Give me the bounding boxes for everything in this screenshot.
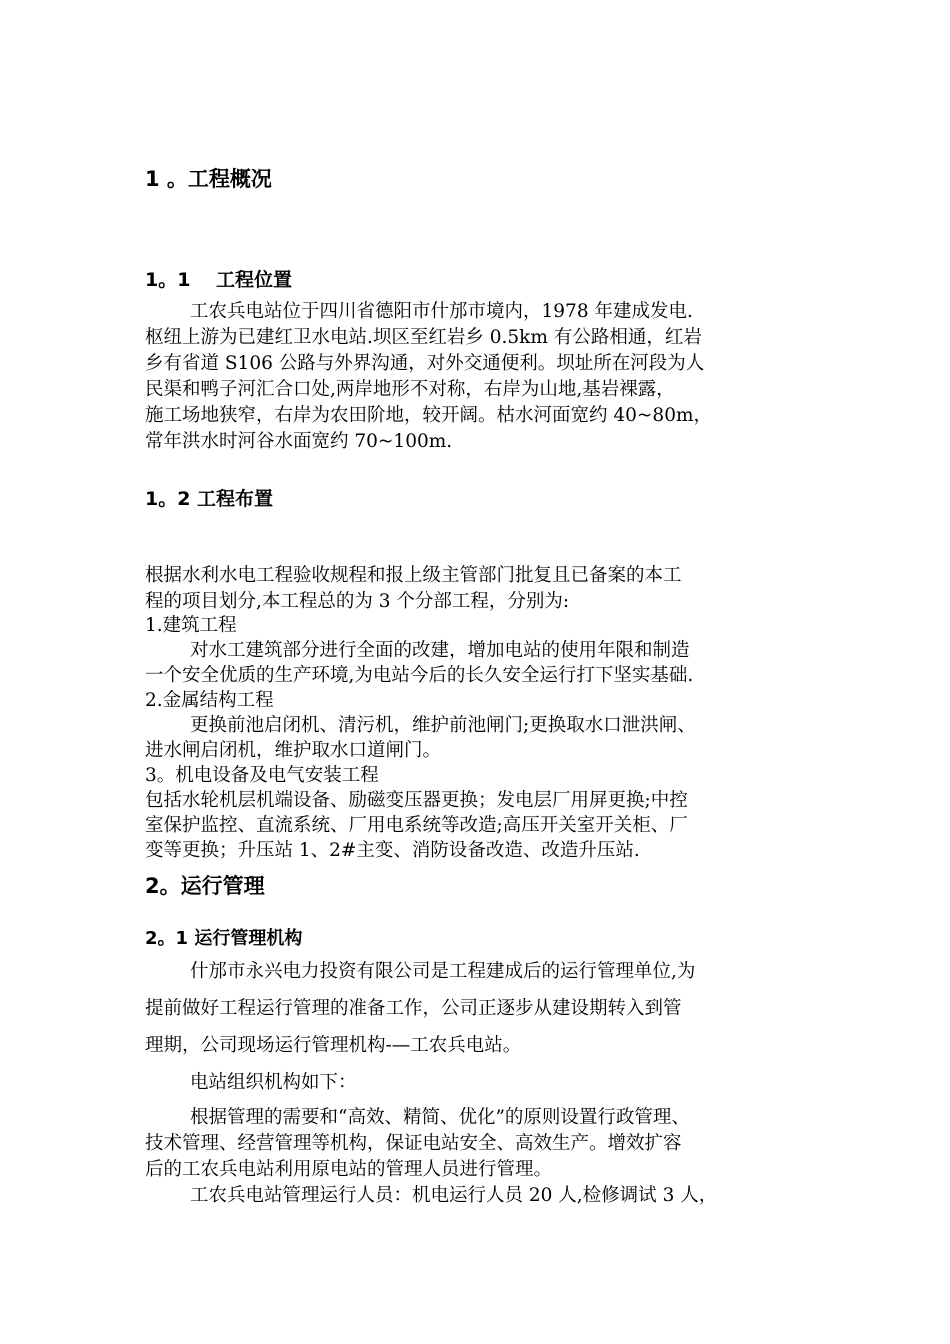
text-line: 工农兵电站管理运行人员：机电运行人员 20 人,检修调试 3 人， — [190, 1185, 718, 1206]
text-line: 技术管理、经营管理等机构，保证电站安全、高效生产。增效扩容 — [145, 1133, 682, 1154]
text-line: 包括水轮机层机端设备、励磁变压器更换；发电层厂用屏更换;中控 — [145, 790, 688, 811]
text-line: 常年洪水时河谷水面宽约 70~100m. — [145, 431, 453, 452]
heading-project-layout: 1。2 工程布置 — [145, 488, 274, 510]
text-line: 更换前池启闭机、清污机，维护前池闸门;更换取水口泄洪闸、 — [190, 715, 696, 736]
text-line: 枢纽上游为已建红卫水电站.坝区至红岩乡 0.5km 有公路相通，红岩 — [145, 327, 702, 348]
text-line: 施工场地狭窄，右岸为农田阶地，较开阔。枯水河面宽约 40~80m， — [145, 405, 713, 426]
heading-operation-organization: 2。1 运行管理机构 — [145, 928, 303, 949]
text-line: 后的工农兵电站利用原电站的管理人员进行管理。 — [145, 1159, 553, 1180]
text-line: 工农兵电站位于四川省德阳市什邡市境内，1978 年建成发电. — [190, 301, 693, 322]
text-line: 室保护监控、直流系统、厂用电系统等改造;高压开关室开关柜、厂 — [145, 815, 688, 836]
text-line: 对水工建筑部分进行全面的改建，增加电站的使用年限和制造 — [190, 640, 690, 661]
text-line: 3。机电设备及电气安装工程 — [145, 765, 379, 786]
heading-operation-management: 2。运行管理 — [145, 874, 265, 898]
text-line: 2.金属结构工程 — [145, 690, 274, 711]
text-line: 理期，公司现场运行管理机构-—工农兵电站。 — [145, 1035, 522, 1056]
text-line: 进水闸启闭机，维护取水口道闸门。 — [145, 740, 442, 761]
heading-project-location: 1。1 工程位置 — [145, 269, 293, 291]
text-line: 一个安全优质的生产环境,为电站今后的长久安全运行打下坚实基础. — [145, 665, 694, 686]
text-line: 提前做好工程运行管理的准备工作，公司正逐步从建设期转入到管 — [145, 998, 682, 1019]
text-line: 什邡市永兴电力投资有限公司是工程建成后的运行管理单位,为 — [190, 961, 696, 982]
text-line: 变等更换；升压站 1、2#主变、消防设备改造、改造升压站. — [145, 840, 640, 861]
text-line: 根据管理的需要和“高效、精简、优化”的原则设置行政管理、 — [190, 1107, 690, 1128]
heading-project-overview: 1 。工程概况 — [145, 167, 272, 191]
text-line: 电站组织机构如下： — [190, 1072, 357, 1093]
text-line: 根据水利水电工程验收规程和报上级主管部门批复且已备案的本工 — [145, 565, 682, 586]
text-line: 乡有省道 S106 公路与外界沟通，对外交通便利。坝址所在河段为人 — [145, 353, 705, 374]
text-line: 1.建筑工程 — [145, 615, 237, 636]
text-line: 民渠和鸭子河汇合口处,两岸地形不对称，右岸为山地,基岩裸露， — [145, 379, 675, 400]
text-line: 程的项目划分,本工程总的为 3 个分部工程，分别为: — [145, 591, 570, 612]
